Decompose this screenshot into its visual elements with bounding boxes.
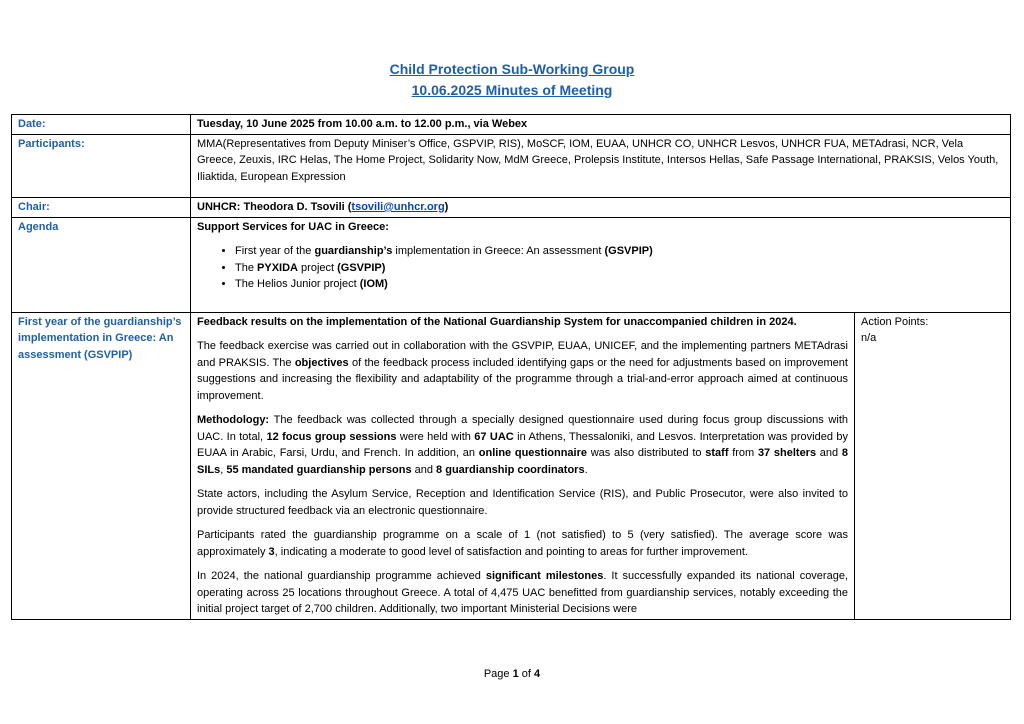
agenda-item-bold: (IOM) [359, 278, 388, 290]
chair-row [12, 198, 1011, 218]
page-label: Page [483, 668, 513, 680]
action-points-value: n/a [861, 332, 877, 344]
chair-label: Chair: [12, 198, 191, 218]
paragraph-bold: staff [705, 447, 729, 459]
paragraph-bold: 55 mandated guardianship persons [226, 463, 412, 476]
paragraph-text: , indicating a moderate to good level of satisfaction and pointing to areas for further improvement. [274, 545, 748, 558]
agenda-item [235, 260, 1004, 277]
paragraph-bold: significant milestones [485, 570, 604, 582]
paragraph-milestones [197, 568, 848, 618]
paragraph-bold: 8 guardianship coordinators [436, 463, 585, 476]
chair-value [191, 198, 1011, 218]
agenda-item-text: implementation in Greece: An assessment [392, 245, 605, 257]
date-value: Tuesday, 10 June 2025 from 10.00 a.m. to 12.00 p.m., via Webex [191, 115, 1011, 135]
chair-email-link[interactable]: tsovili@unhcr.org [351, 201, 445, 213]
agenda-item-bold: (GSVPIP) [604, 245, 653, 257]
action-points-cell [855, 312, 1011, 619]
participants-row [12, 134, 1011, 198]
paragraph-text: The feedback was collected through a specially designed questionnaire used during focus group discussions with UAC. In total, [197, 414, 848, 443]
agenda-item-text: The Helios Junior project [235, 278, 360, 290]
paragraph-bold: 37 shelters [757, 447, 817, 459]
paragraph-text: of the feedback process included identifying gaps or the need for adjustments based on improvement suggestions and increasing the flexibility and adaptability of the programme through a trial-and-error approach aimed at continuous improvement. [197, 356, 848, 402]
paragraph-text: from [728, 447, 758, 459]
paragraph-bold: 8 SILs [197, 447, 849, 476]
chair-suffix: ) [444, 201, 449, 213]
paragraph-objectives [197, 338, 848, 404]
document-subtitle: 10.06.2025 Minutes of Meeting [411, 82, 613, 98]
agenda-item-text: First year of the [235, 245, 315, 257]
page-footer [0, 668, 1024, 680]
paragraph-text: was also distributed to [587, 447, 706, 459]
agenda-item-bold: PYXIDA [257, 261, 298, 274]
agenda-row [12, 217, 1011, 312]
agenda-item [235, 276, 1004, 293]
paragraph-bold: Methodology: [197, 414, 270, 426]
section-row [12, 312, 1011, 619]
paragraph-bold: online questionnaire [478, 447, 587, 459]
participants-label: Participants: [12, 134, 191, 198]
page-total: 4 [534, 668, 541, 680]
paragraph-text: In 2024, the national guardianship programme achieved [197, 570, 486, 582]
participants-value: MMA(Representatives from Deputy Miniser’s Office, GSPVIP, RIS), MoSCF, IOM, EUAA, UNHCR CO, UNHCR Lesvos, UNHCR FUA, METAdrasi, NCR, Vela Greece, Zeuxis, IRC Helas, The Home Project, Solidarity Now, MdM Greece, Prolepsis Institute, Intersos Hellas, Safe Passage International, PRAKSIS, Velos Youth, Iliaktida, European Expression [191, 134, 1011, 198]
paragraph-text: The feedback exercise was carried out in collaboration with the GSVPIP, EUAA, UNICEF, and the implementing partners METAdrasi and PRAKSIS. The [197, 340, 848, 369]
section-label: First year of the guardianship’s implementation in Greece: An assessment (GSVPIP) [12, 312, 191, 619]
paragraph-bold: 12 focus group sessions [266, 430, 397, 443]
paragraph-text: were held with [396, 430, 475, 443]
agenda-item-text: project [297, 261, 338, 274]
paragraph-text: and [816, 447, 842, 459]
agenda-item-bold: guardianship’s [314, 245, 393, 257]
date-row [12, 115, 1011, 135]
agenda-list [197, 243, 1004, 293]
paragraph-text: and [411, 463, 437, 476]
page-current: 1 [512, 668, 519, 680]
paragraph-rating [197, 527, 848, 560]
agenda-content [191, 217, 1011, 312]
agenda-heading: Support Services for UAC in Greece: [197, 220, 389, 233]
page-of: of [518, 668, 535, 680]
paragraph-text: . It successfully expanded its national coverage, operating across 25 locations throughout Greece. A total of 4,475 UAC benefitted from guardianship services, notably exceeding the initial project target of 2,700 children. Additionally, two important Ministerial Decisions were [197, 570, 848, 615]
paragraph-text: Participants rated the guardianship programme on a scale of 1 (not satisfied) to 5 (very satisfied). The average score was approximately [197, 529, 848, 558]
paragraph-text: , [220, 463, 227, 476]
paragraph-text: in Athens, Thessaloniki, and Lesvos. Interpretation was provided by EUAA in Arabic, Farsi, Urdu, and French. In addition, an [197, 430, 848, 459]
paragraph-bold: 3 [268, 545, 275, 558]
minutes-table [11, 114, 1011, 620]
document-title: Child Protection Sub-Working Group [389, 61, 635, 77]
agenda-item [235, 243, 1004, 260]
paragraph-bold: 67 UAC [474, 430, 514, 443]
agenda-item-text: The [235, 261, 258, 274]
agenda-item-bold: (GSVPIP) [337, 261, 386, 274]
section-heading: Feedback results on the implementation of the National Guardianship System for unaccompanied children in 2024. [197, 315, 797, 328]
paragraph-bold: objectives [294, 356, 349, 369]
date-label: Date: [12, 115, 191, 135]
paragraph-state-actors: State actors, including the Asylum Service, Reception and Identification Service (RIS), and Public Prosecutor, were also invited to provide structured feedback via an electronic questionnaire. [197, 488, 848, 517]
section-content [191, 312, 855, 619]
action-points-label: Action Points: [861, 315, 929, 328]
paragraph-methodology [197, 412, 848, 478]
chair-name: UNHCR: Theodora D. Tsovili ( [197, 201, 352, 213]
agenda-label: Agenda [12, 217, 191, 312]
paragraph-text: . [584, 463, 588, 476]
